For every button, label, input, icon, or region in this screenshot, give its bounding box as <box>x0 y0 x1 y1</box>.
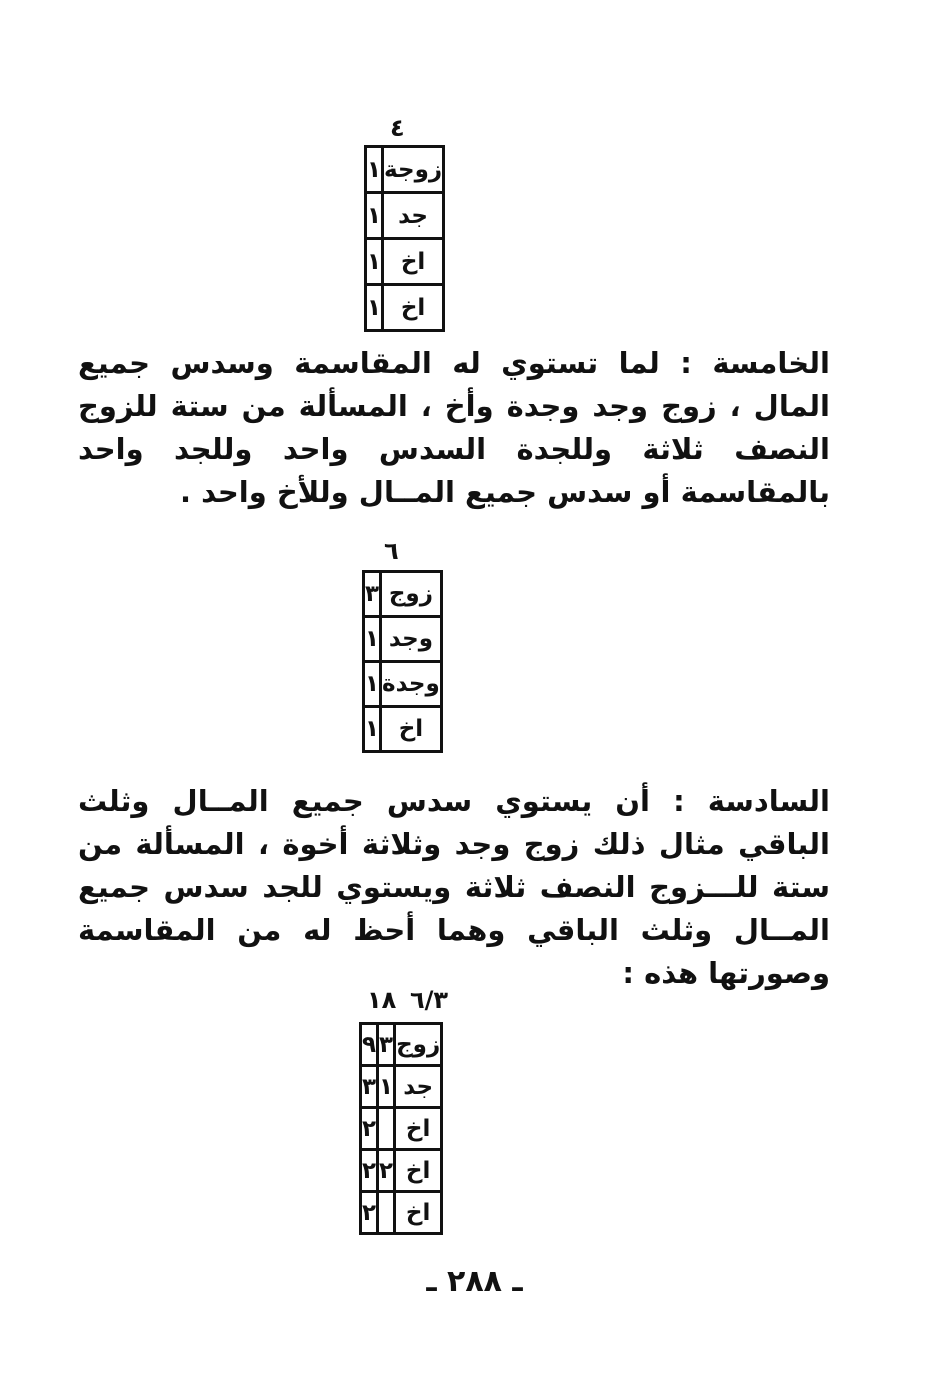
heir-name-cell: وجد <box>381 617 442 662</box>
share-cell: ١ <box>366 193 383 239</box>
share-cell <box>378 1192 395 1234</box>
table-row <box>364 617 442 662</box>
paragraph-sixth-case <box>78 780 830 995</box>
final-share-cell: ٣ <box>361 1066 378 1108</box>
table-row <box>361 1192 442 1234</box>
heir-name-cell: اخ <box>395 1108 442 1150</box>
paragraph-text: السادسة : أن يستوي سدس جميع المــال وثلث الباقي مثال ذلك زوج وجد وثلاثة أخوة ، المسألة من ستة للـــزوج النصف ثلاثة ويستوي للجد سدس جميع المــال وثلث الباقي وهما أحظ له من المقاسمة وصورتها هذه : <box>78 784 830 990</box>
heir-name-cell: زوج <box>395 1024 442 1066</box>
table-row <box>366 239 444 285</box>
table-row <box>366 147 444 193</box>
table-row <box>366 285 444 331</box>
share-cell: ١ <box>366 147 383 193</box>
table-2-base-number: ٦ <box>384 537 399 565</box>
share-cell: ١ <box>378 1066 395 1108</box>
table-2-grid <box>362 570 443 753</box>
heir-name-cell: اخ <box>395 1150 442 1192</box>
table-row <box>361 1024 442 1066</box>
share-cell: ٣ <box>364 572 381 617</box>
table-row <box>361 1108 442 1150</box>
table-row <box>361 1066 442 1108</box>
final-share-cell: ٢ <box>361 1108 378 1150</box>
heir-name-cell: اخ <box>381 707 442 752</box>
table-3-original-base: ٦/٣ <box>410 986 449 1014</box>
final-share-cell: ٢ <box>361 1192 378 1234</box>
heir-name-cell: اخ <box>383 285 444 331</box>
share-cell: ١ <box>364 662 381 707</box>
table-1-base-number: ٤ <box>390 114 405 142</box>
share-cell: ١ <box>364 617 381 662</box>
share-cell: ٢ <box>378 1150 395 1192</box>
table-row <box>364 662 442 707</box>
table-row <box>366 193 444 239</box>
table-row <box>361 1150 442 1192</box>
paragraph-text: الخامسة : لما تستوي له المقاسمة وسدس جميع المال ، زوج وجد وجدة وأخ ، المسألة من ستة للزوج النصف ثلاثة وللجدة السدس واحد وللجد واحد بالمقاسمة أو سدس جميع المــال وللأخ واحد . <box>78 346 830 509</box>
heir-name-cell: جد <box>383 193 444 239</box>
table-3-grid <box>359 1022 443 1235</box>
share-cell: ١ <box>364 707 381 752</box>
table-row <box>364 572 442 617</box>
heir-name-cell: وجدة <box>381 662 442 707</box>
heir-name-cell: زوجة <box>383 147 444 193</box>
heir-name-cell: اخ <box>395 1192 442 1234</box>
share-cell: ٣ <box>378 1024 395 1066</box>
share-cell: ١ <box>366 285 383 331</box>
share-cell: ١ <box>366 239 383 285</box>
heir-name-cell: جد <box>395 1066 442 1108</box>
table-1-grid <box>364 145 445 332</box>
table-3-final-base: ١٨ <box>367 986 397 1014</box>
heir-name-cell: اخ <box>383 239 444 285</box>
share-cell <box>378 1108 395 1150</box>
heir-name-cell: زوج <box>381 572 442 617</box>
final-share-cell: ٢ <box>361 1150 378 1192</box>
paragraph-fifth-case <box>78 342 830 514</box>
final-share-cell: ٩ <box>361 1024 378 1066</box>
table-row <box>364 707 442 752</box>
page-number: ـ ٢٨٨ ـ <box>426 1264 523 1299</box>
